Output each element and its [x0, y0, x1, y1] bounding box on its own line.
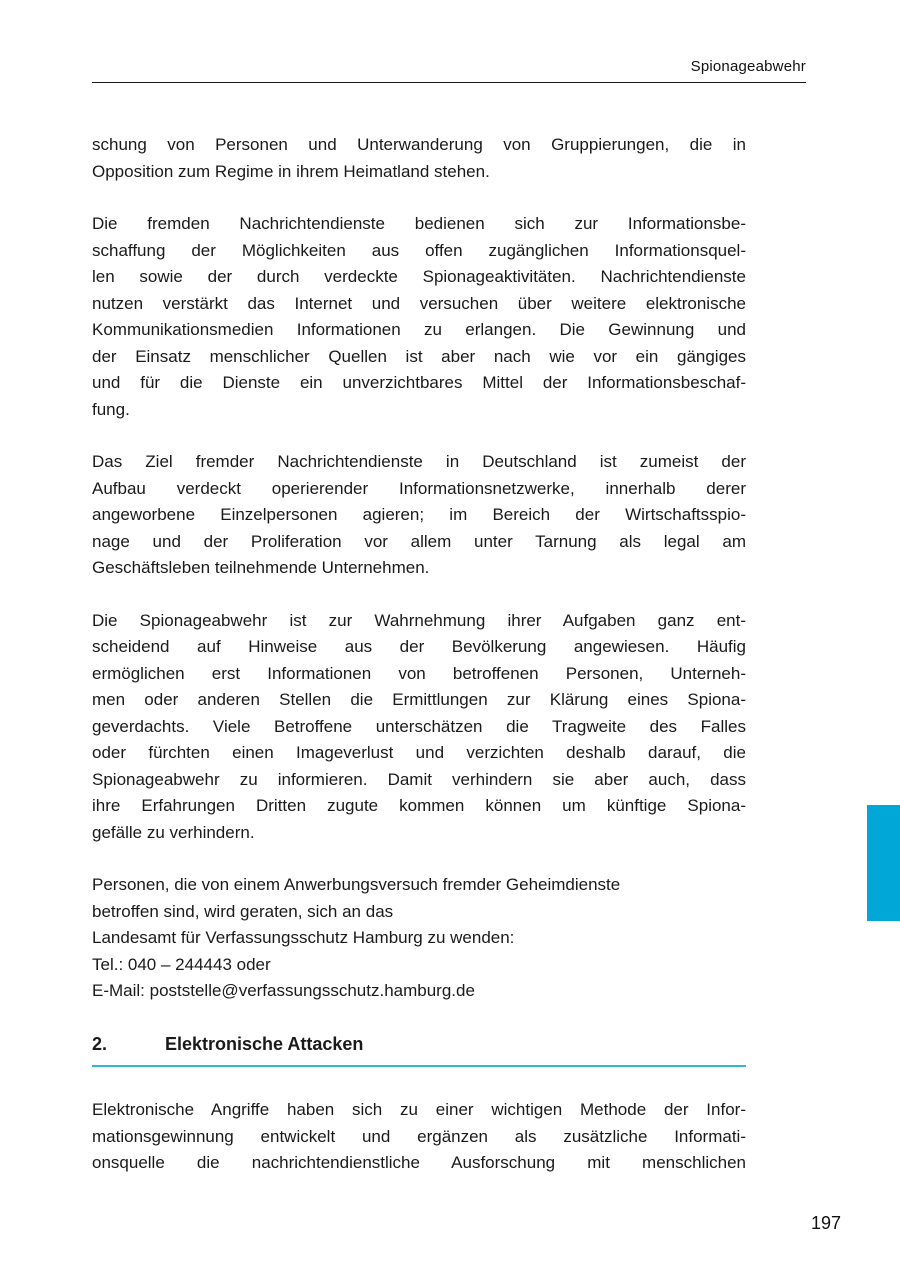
section-number: 2. — [92, 1033, 108, 1054]
body-paragraph — [92, 608, 746, 847]
text-line: Das Ziel fremder Nachrichtendienste in Deutschland ist zumeist der — [92, 452, 746, 471]
text-line: ermöglichen erst Informationen von betroffenen Personen, Unterneh- — [92, 663, 746, 683]
text-line: angeworbene Einzelpersonen agieren; im Bereich der Wirtschaftsspio- — [92, 505, 746, 524]
text-line: geverdachts. Viele Betroffene unterschätzen die Tragweite des Falles — [92, 716, 746, 736]
text-line: Spionageabwehr zu informieren. Damit verhindern sie aber auch, dass — [92, 769, 746, 789]
phone-line: Tel.: 040 – 244443 oder — [92, 954, 271, 974]
text-line: Personen, die von einem Anwerbungsversuch fremder Geheimdienste — [92, 875, 621, 894]
body-paragraph — [92, 449, 746, 582]
text-line: Aufbau verdeckt operierender Informationsnetzwerke, innerhalb derer — [92, 478, 746, 498]
text-line: mationsgewinnung entwickelt und ergänzen als zusätzliche Informati- — [92, 1126, 746, 1146]
body-paragraph — [92, 872, 746, 1005]
text-line: oder fürchten einen Imageverlust und verzichten deshalb darauf, die — [92, 743, 746, 762]
text-line: schung von Personen und Unterwanderung von Gruppierungen, die in — [92, 135, 746, 154]
page-number: 197 — [810, 1213, 841, 1233]
email-line: E-Mail: poststelle@verfassungsschutz.hamburg.de — [92, 981, 475, 1000]
text-line: ihre Erfahrungen Dritten zugute kommen können um künftige Spiona- — [92, 796, 746, 815]
section-heading — [92, 1031, 746, 1068]
body-paragraph — [92, 132, 746, 185]
text-line: Die fremden Nachrichtendienste bedienen sich zur Informationsbe- — [92, 214, 746, 233]
body-paragraph — [92, 1097, 746, 1177]
text-line: nutzen verstärkt das Internet und versuchen über weitere elektronische — [92, 293, 746, 313]
text-line: len sowie der durch verdeckte Spionageaktivitäten. Nachrichtendienste — [92, 267, 746, 286]
text-line: der Einsatz menschlicher Quellen ist aber nach wie vor ein gängiges — [92, 346, 746, 366]
chapter-tab-marker — [867, 805, 900, 921]
text-line: onsquelle die nachrichtendienstliche Ausforschung mit menschlichen — [92, 1153, 746, 1172]
text-line: men oder anderen Stellen die Ermittlungen zur Klärung eines Spiona- — [92, 690, 746, 709]
text-line: Kommunikationsmedien Informationen zu erlangen. Die Gewinnung und — [92, 320, 746, 339]
body-text-block — [92, 132, 746, 1203]
page-header — [92, 58, 806, 83]
text-line: nage und der Proliferation vor allem unter Tarnung als legal am — [92, 531, 746, 551]
body-paragraph — [92, 211, 746, 423]
text-line: Geschäftsleben teilnehmende Unternehmen. — [92, 558, 430, 577]
text-line: und für die Dienste ein unverzichtbares Mittel der Informationsbeschaf- — [92, 373, 746, 392]
text-line: betroffen sind, wird geraten, sich an das — [92, 901, 394, 921]
text-line: Die Spionageabwehr ist zur Wahrnehmung ihrer Aufgaben ganz ent- — [92, 610, 746, 630]
header-rule — [92, 82, 806, 83]
text-line: scheidend auf Hinweise aus der Bevölkerung angewiesen. Häufig — [92, 637, 746, 656]
section-title: Elektronische Attacken — [165, 1033, 364, 1054]
text-line: schaffung der Möglichkeiten aus offen zugänglichen Informationsquel- — [92, 240, 746, 260]
text-line: gefälle zu verhindern. — [92, 822, 255, 842]
text-line: fung. — [92, 399, 130, 419]
text-line: Elektronische Angriffe haben sich zu einer wichtigen Methode der Infor- — [92, 1100, 746, 1119]
text-line: Landesamt für Verfassungsschutz Hamburg zu wenden: — [92, 928, 515, 947]
text-line: Opposition zum Regime in ihrem Heimatland stehen. — [92, 161, 490, 181]
running-head-title: Spionageabwehr — [690, 58, 806, 75]
